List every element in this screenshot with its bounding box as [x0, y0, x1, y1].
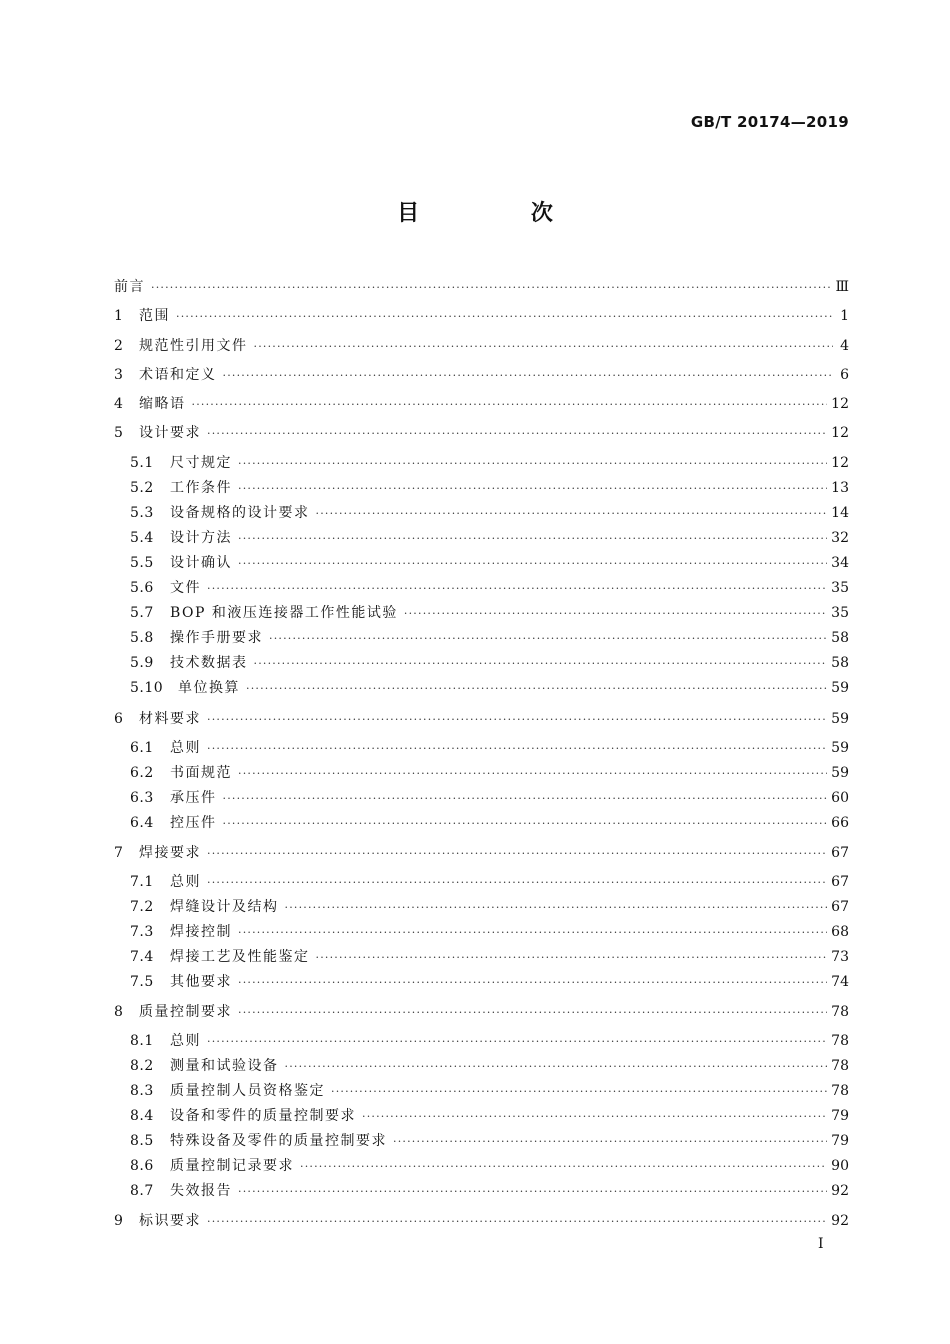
dot-leader: [238, 1006, 827, 1019]
toc-entry-page: 4: [840, 338, 849, 354]
toc-subentry[interactable]: [130, 896, 849, 918]
toc-entry-number: 8.6: [130, 1158, 154, 1174]
toc-entry-label: 承压件: [170, 790, 217, 806]
toc-entry-page: 68: [831, 924, 849, 940]
toc-entry-page: 79: [831, 1133, 849, 1149]
toc-title: 目 次: [397, 201, 605, 226]
toc-subentry[interactable]: [130, 627, 849, 649]
dot-leader: [238, 482, 827, 495]
dot-leader: [269, 632, 827, 645]
toc-entry-page: 60: [831, 790, 849, 806]
toc-entry-number: 8.2: [130, 1058, 154, 1074]
toc-entry-number: 4: [114, 396, 124, 412]
toc-entry-number: 6: [114, 711, 124, 727]
toc-subentry[interactable]: [130, 577, 849, 599]
toc-entry-label: 前言: [114, 279, 145, 295]
toc-entry-number: 3: [114, 367, 124, 383]
toc-entry-number: 7.5: [130, 974, 154, 990]
toc-entry-page: 32: [831, 530, 849, 546]
toc-subentry[interactable]: [130, 502, 849, 524]
toc-entry-page: Ⅲ: [835, 279, 849, 295]
toc-entry-page: 14: [831, 505, 849, 521]
toc-subentry[interactable]: [130, 652, 849, 674]
toc-subentry[interactable]: [130, 1055, 849, 1077]
toc-subentry[interactable]: [130, 677, 849, 699]
toc-entry-label: 工作条件: [170, 480, 232, 496]
toc-entry-label: 质量控制人员资格鉴定: [170, 1083, 325, 1099]
toc-subentry[interactable]: [130, 1180, 849, 1202]
toc-subentry[interactable]: [130, 1130, 849, 1152]
toc-subentry[interactable]: [130, 527, 849, 549]
toc-entry-number: 2: [114, 338, 124, 354]
toc-entry-number: 8.4: [130, 1108, 154, 1124]
toc-entry-label: 总则: [170, 1033, 201, 1049]
dot-leader: [362, 1110, 827, 1123]
toc-entry-page: 59: [831, 740, 849, 756]
toc-entry-number: 6.2: [130, 765, 154, 781]
toc-subentry[interactable]: [130, 971, 849, 993]
dot-leader: [238, 457, 827, 470]
toc-entry-number: 5.5: [130, 555, 154, 571]
dot-leader: [316, 507, 828, 520]
toc-entry-label: 术语和定义: [139, 367, 217, 383]
toc-entry-page: 35: [831, 580, 849, 596]
toc-entry-number: 8: [114, 1004, 124, 1020]
toc-entry-number: 7.3: [130, 924, 154, 940]
toc-entry-number: 8.1: [130, 1033, 154, 1049]
toc-entry-label: 范围: [139, 308, 170, 324]
dot-leader: [176, 310, 833, 323]
toc-entry-label: 焊接工艺及性能鉴定: [170, 949, 310, 965]
dot-leader: [207, 876, 827, 889]
toc-entry-number: 6.1: [130, 740, 154, 756]
toc-entry[interactable]: [114, 335, 849, 357]
toc-entry-label: 焊接控制: [170, 924, 232, 940]
toc-entry-number: 5.9: [130, 655, 154, 671]
dot-leader: [300, 1160, 827, 1173]
dot-leader: [207, 847, 827, 860]
toc-entry-number: 1: [114, 308, 124, 324]
toc-subentry[interactable]: [130, 787, 849, 809]
toc-entry-number: 5.8: [130, 630, 154, 646]
toc-entry-label: 特殊设备及零件的质量控制要求: [170, 1133, 387, 1149]
toc-entry-label: 质量控制记录要求: [170, 1158, 294, 1174]
toc-entry-page: 92: [831, 1213, 849, 1229]
dot-leader: [238, 926, 827, 939]
dot-leader: [192, 398, 828, 411]
toc-entry-label: 尺寸规定: [170, 455, 232, 471]
dot-leader: [238, 767, 827, 780]
toc-entry-label: 设计要求: [139, 425, 201, 441]
dot-leader: [254, 657, 828, 670]
dot-leader: [238, 557, 827, 570]
toc-entry-label: 规范性引用文件: [139, 338, 248, 354]
dot-leader: [331, 1085, 827, 1098]
toc-entry-label: 设计方法: [170, 530, 232, 546]
toc-entry[interactable]: [114, 1001, 849, 1023]
toc-entry[interactable]: [114, 422, 849, 444]
toc-entry-label: 设备和零件的质量控制要求: [170, 1108, 356, 1124]
toc-entry-number: 8.3: [130, 1083, 154, 1099]
toc-subentry[interactable]: [130, 602, 849, 624]
toc-entry-page: 59: [831, 765, 849, 781]
toc-entry-number: 5.2: [130, 480, 154, 496]
dot-leader: [254, 340, 834, 353]
toc-entry-number: 7: [114, 845, 124, 861]
dot-leader: [404, 607, 827, 620]
toc-entry-page: 78: [831, 1083, 849, 1099]
toc-entry-page: 6: [840, 367, 849, 383]
toc-entry-label: 焊缝设计及结构: [170, 899, 279, 915]
toc-entry-page: 34: [831, 555, 849, 571]
toc-entry-label: 技术数据表: [170, 655, 248, 671]
dot-leader: [223, 369, 834, 382]
dot-leader: [207, 427, 827, 440]
toc-subentry[interactable]: [130, 1105, 849, 1127]
toc-entry-number: 8.7: [130, 1183, 154, 1199]
toc-entry-page: 59: [831, 680, 849, 696]
toc-entry-label: 单位换算: [178, 680, 240, 696]
toc-entry-page: 78: [831, 1004, 849, 1020]
toc-entry-number: 7.4: [130, 949, 154, 965]
toc-entry-page: 90: [831, 1158, 849, 1174]
toc-entry-number: 5.1: [130, 455, 154, 471]
dot-leader: [238, 532, 827, 545]
toc-entry-label: 书面规范: [170, 765, 232, 781]
dot-leader: [223, 792, 828, 805]
dot-leader: [207, 713, 827, 726]
toc-entry-number: 5.7: [130, 605, 154, 621]
toc-subentry[interactable]: [130, 737, 849, 759]
toc-entry[interactable]: [114, 842, 849, 864]
toc-entry-label: 其他要求: [170, 974, 232, 990]
toc-subentry[interactable]: [130, 921, 849, 943]
toc-entry-label: 测量和试验设备: [170, 1058, 279, 1074]
toc-entry-page: 92: [831, 1183, 849, 1199]
standard-code: GB/T 20174—2019: [690, 113, 849, 131]
toc-entry-page: 78: [831, 1058, 849, 1074]
toc-entry-page: 67: [831, 874, 849, 890]
dot-leader: [285, 1060, 828, 1073]
dot-leader: [238, 976, 827, 989]
toc-entry-label: 失效报告: [170, 1183, 232, 1199]
dot-leader: [238, 1185, 827, 1198]
toc-entry-label: 文件: [170, 580, 201, 596]
dot-leader: [223, 817, 828, 830]
toc-entry-label: 总则: [170, 874, 201, 890]
dot-leader: [151, 281, 831, 294]
toc-entry-page: 73: [831, 949, 849, 965]
dot-leader: [246, 682, 827, 695]
toc-subentry[interactable]: [130, 762, 849, 784]
toc-entry-page: 1: [840, 308, 849, 324]
toc-entry-label: 设备规格的设计要求: [170, 505, 310, 521]
toc-entry-label: 控压件: [170, 815, 217, 831]
toc-entry-page: 59: [831, 711, 849, 727]
dot-leader: [207, 742, 827, 755]
toc-entry-number: 7.2: [130, 899, 154, 915]
toc-entry-page: 74: [831, 974, 849, 990]
toc-entry[interactable]: [114, 276, 849, 298]
dot-leader: [285, 901, 828, 914]
toc-entry-page: 12: [831, 425, 849, 441]
dot-leader: [207, 1035, 827, 1048]
toc-entry-number: 5.4: [130, 530, 154, 546]
toc-entry-page: 12: [831, 455, 849, 471]
toc-entry[interactable]: [114, 305, 849, 327]
toc-entry-page: 58: [831, 630, 849, 646]
toc-entry-number: 7.1: [130, 874, 154, 890]
toc-entry-number: 5.6: [130, 580, 154, 596]
toc-entry-page: 13: [831, 480, 849, 496]
toc-entry-label: 标识要求: [139, 1213, 201, 1229]
toc-entry-page: 12: [831, 396, 849, 412]
toc-subentry[interactable]: [130, 871, 849, 893]
toc-subentry[interactable]: [130, 1030, 849, 1052]
toc-entry-number: 8.5: [130, 1133, 154, 1149]
toc-entry-label: 焊接要求: [139, 845, 201, 861]
footer-page-number: I: [818, 1236, 824, 1252]
toc-subentry[interactable]: [130, 452, 849, 474]
toc-entry-number: 9: [114, 1213, 124, 1229]
toc-entry-page: 67: [831, 899, 849, 915]
toc-entry-number: 5.10: [130, 680, 164, 696]
toc-entry[interactable]: [114, 364, 849, 386]
dot-leader: [207, 1215, 827, 1228]
toc-entry-number: 5: [114, 425, 124, 441]
toc-entry-label: 操作手册要求: [170, 630, 263, 646]
toc-entry-page: 58: [831, 655, 849, 671]
toc-entry-page: 66: [831, 815, 849, 831]
toc-entry-page: 78: [831, 1033, 849, 1049]
toc-subentry[interactable]: [130, 477, 849, 499]
toc-subentry[interactable]: [130, 552, 849, 574]
toc-entry-label: 缩略语: [139, 396, 186, 412]
toc-entry-label: BOP 和液压连接器工作性能试验: [170, 605, 398, 621]
toc-subentry[interactable]: [130, 1080, 849, 1102]
toc-entry[interactable]: [114, 1210, 849, 1232]
toc-subentry[interactable]: [130, 946, 849, 968]
toc-entry[interactable]: [114, 708, 849, 730]
dot-leader: [393, 1135, 827, 1148]
toc-entry-number: 5.3: [130, 505, 154, 521]
toc-entry-page: 35: [831, 605, 849, 621]
dot-leader: [316, 951, 828, 964]
toc-entry-label: 质量控制要求: [139, 1004, 232, 1020]
toc-entry-number: 6.3: [130, 790, 154, 806]
toc-entry-label: 设计确认: [170, 555, 232, 571]
toc-subentry[interactable]: [130, 1155, 849, 1177]
toc-subentry[interactable]: [130, 812, 849, 834]
toc-entry[interactable]: [114, 393, 849, 415]
toc-entry-page: 67: [831, 845, 849, 861]
dot-leader: [207, 582, 827, 595]
toc-entry-label: 总则: [170, 740, 201, 756]
toc-entry-label: 材料要求: [139, 711, 201, 727]
toc-entry-page: 79: [831, 1108, 849, 1124]
toc-entry-number: 6.4: [130, 815, 154, 831]
